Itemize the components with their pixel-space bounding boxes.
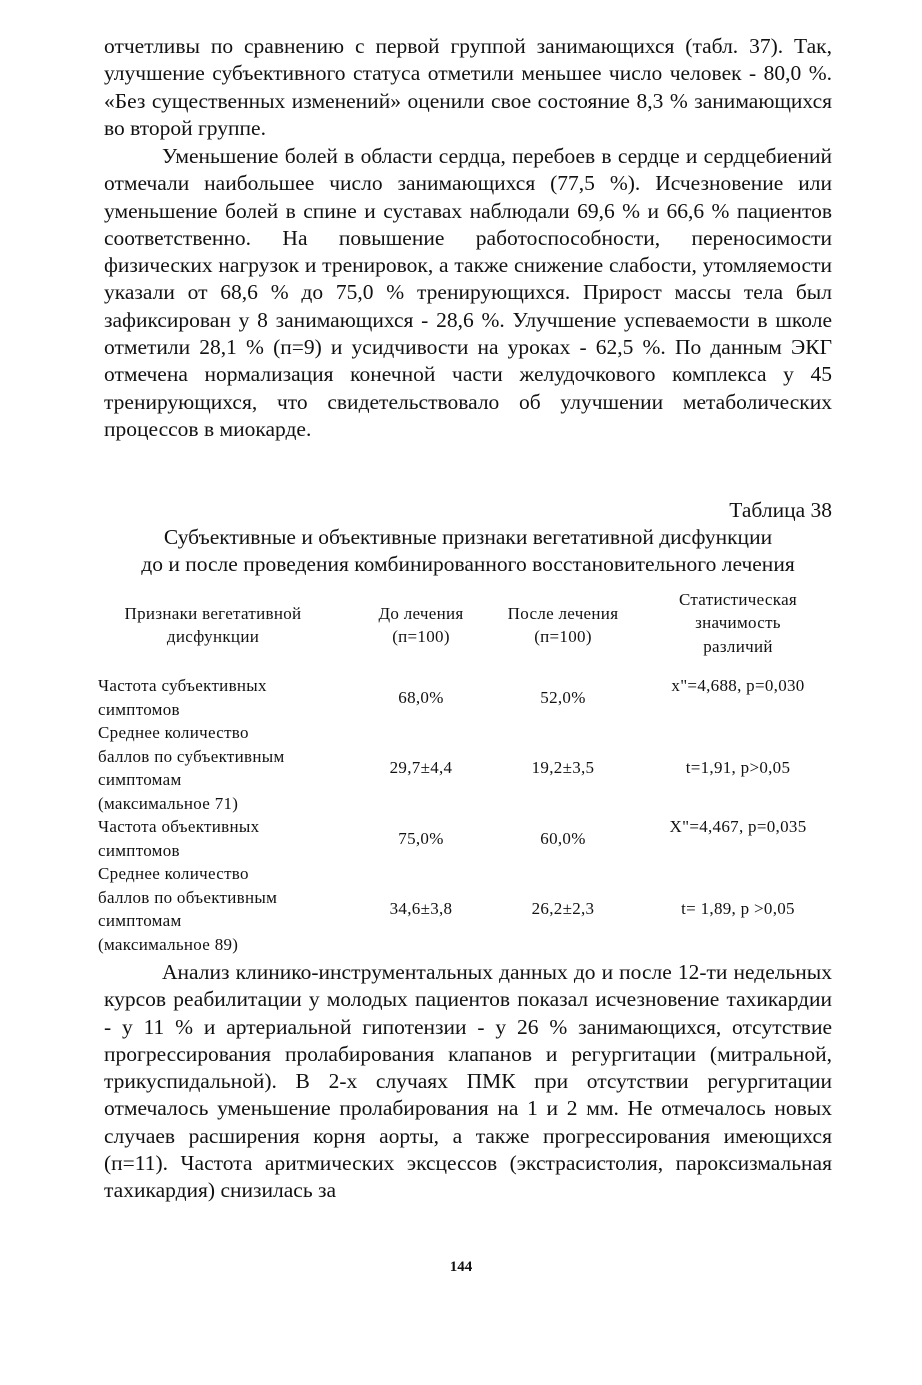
row-after-value: 52,0% (540, 687, 586, 707)
header-before: До лечения (п=100) (378, 603, 464, 646)
table-row (98, 721, 838, 815)
row-before-value: 29,7±4,4 (389, 758, 453, 778)
row-before-value: 34,6±3,8 (389, 899, 453, 919)
table-title-line-1: Субъективные и объективные признаки вегетативной дисфункции (163, 525, 773, 549)
table-number: Таблица 38 (729, 498, 832, 522)
table-row (98, 862, 838, 956)
header-signs: Признаки вегетативной дисфункции (124, 603, 302, 646)
table-row (98, 674, 838, 721)
header-significance: Статистическая значимость различий (678, 589, 798, 656)
row-label: Частота объективных симптомов (98, 817, 260, 860)
row-label: Среднее количество баллов по субъективным симптомам (максимальное 71) (98, 723, 285, 813)
row-before-value: 68,0% (398, 687, 444, 707)
paragraph-3: Анализ клинико-инструментальных данных до и после 12-ти недельных курсов реабилитации у молодых пациентов показал исчезновение тахикардии - у 11 % и артериальной гипотензии - у 26 % занимающихся, отсутствие прогрессирования пролабирования клапанов и регургитации (митральной, трикуспидальной). В 2-х случаях ПМК при отсутствии регургитации отмечалось уменьшение пролабирования на 1 и 2 мм. Не отмечалось новых случаев расширения корня аорты, а также прогрессирования имеющихся (п=11). Частота аритмических эксцессов (экстрасистолия, пароксизмальная тахикардия) снизилась за (104, 960, 832, 1203)
row-after-value: 26,2±2,3 (531, 899, 595, 919)
row-significance: t= 1,89, р >0,05 (681, 899, 795, 919)
paragraph-1: отчетливы по сравнению с первой группой занимающихся (табл. 37). Так, улучшение субъективного статуса отметили меньшее число человек - 80,0 %. «Без существенных изменений» оценили свое состояние 8,3 % занимающихся во второй группе. (104, 34, 832, 140)
table-title-line-2: до и после проведения комбинированного восстановительного лечения (141, 552, 795, 576)
row-label: Среднее количество баллов по объективным симптомам (максимальное 89) (98, 864, 278, 954)
row-significance: t=1,91, р>0,05 (685, 758, 791, 778)
table-title (104, 524, 832, 578)
table-header-row (98, 590, 838, 660)
row-after-value: 19,2±3,5 (531, 758, 595, 778)
row-label: Частота субъективных симптомов (98, 676, 267, 719)
paragraph-2: Уменьшение болей в области сердца, перебоев в сердце и сердцебиений отмечали наибольшее число занимающихся (77,5 %). Исчезновение или уменьшение болей в спине и суставах наблюдали 69,6 % и 66,6 % пациентов соответственно. На повышение работоспособности, переносимости физических нагрузок и тренировок, а также снижение слабости, утомляемости указали от 68,6 % до 75,0 % тренирующихся. Прирост массы тела был зафиксирован у 8 занимающихся - 28,6 %. Улучшение успеваемости в школе отметили 28,1 % (п=9) и усидчивости на уроках - 62,5 %. По данным ЭКГ отмечена нормализация конечной части желудочкового комплекса у 45 тренирующихся, что свидетельствовало об улучшении метаболических процессов в миокарде. (104, 144, 832, 441)
header-after: После лечения (п=100) (507, 603, 619, 646)
row-before-value: 75,0% (398, 828, 444, 848)
row-significance: Х"=4,467, р=0,035 (669, 817, 807, 836)
row-after-value: 60,0% (540, 828, 586, 848)
page-number: 144 (449, 1259, 473, 1275)
table-row (98, 815, 838, 862)
row-significance: х"=4,688, р=0,030 (671, 676, 805, 695)
